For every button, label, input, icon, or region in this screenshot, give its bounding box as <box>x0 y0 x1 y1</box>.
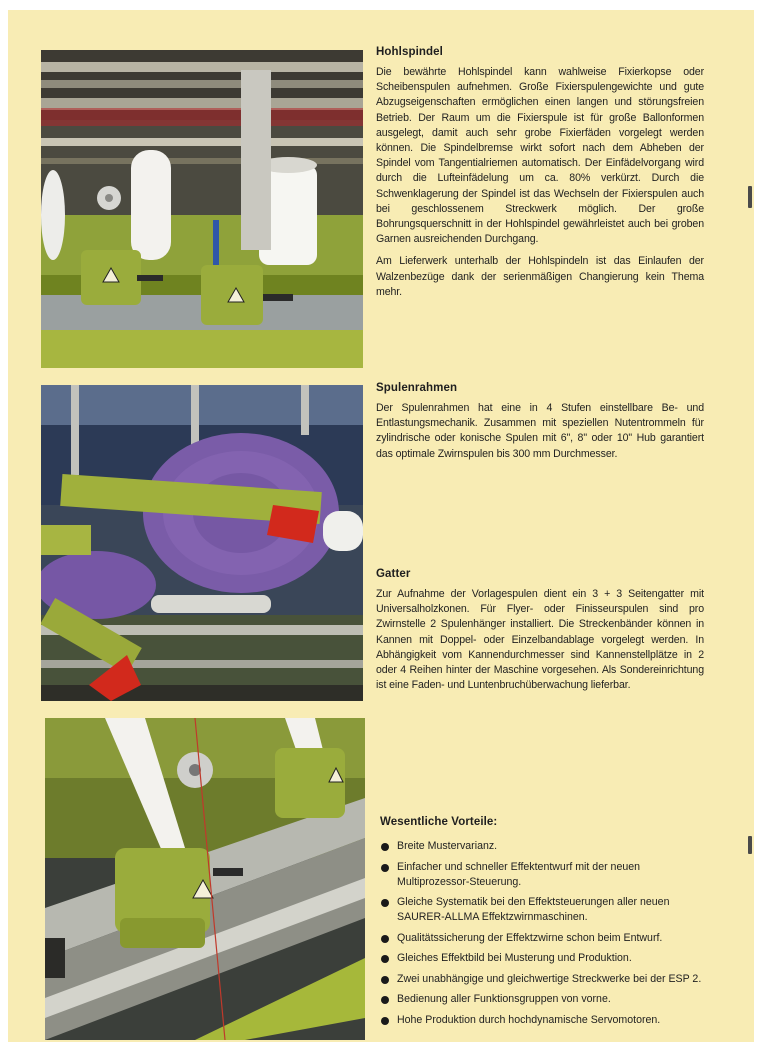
list-item: Zwei unabhängige und gleichwertige Streckwerke bei der ESP 2. <box>380 972 706 987</box>
page-edge-mark <box>748 186 752 208</box>
brochure-page <box>8 10 754 1042</box>
section-gatter <box>376 568 704 693</box>
list-item: Gleiche Systematik bei den Effektsteuerungen aller neuen SAURER-ALLMA Effektzwirnmaschinen. <box>380 895 706 925</box>
list-item: Qualitätssicherung der Effektzwirne schon beim Entwurf. <box>380 931 706 946</box>
section-title: Hohlspindel <box>376 46 443 58</box>
section-title: Gatter <box>376 568 411 580</box>
advantages-list <box>380 839 706 1028</box>
section-paragraph: Die bewährte Hohlspindel kann wahlweise Fixierkopse oder Scheibenspulen aufnehmen. Große Fixierspulengewichte und gute Abzugseigenschaften ermöglichen einen langen und störungsfreien Betrieb. Der Raum um die Fixierspule ist für große Ballonformen ausgelegt, damit auch sehr grobe Fixierfäden vorgelegt werden können. Die Spindelbremse wirkt sofort nach dem Abheben der Spindel vom Tangentialriemen automatisch. Der Einfädelvorgang wird durch die Lufteinfädelung um ca. 80% verkürzt. Durch die Schwenklagerung der Spindel ist das Wechseln der Fixierspulen auch bei geschlossenem Streckwerk möglich. Der große Bohrungsquerschnitt in der Hohlspindel gewährleistet auch bei groben Garnen ausreichenden Durchgang. <box>376 66 704 246</box>
list-item: Hohe Produktion durch hochdynamische Servomotoren. <box>380 1013 706 1028</box>
photo-hohlspindel <box>41 50 363 368</box>
list-item: Breite Mustervarianz. <box>380 839 706 854</box>
page-edge-mark <box>748 836 752 854</box>
list-item: Gleiches Effektbild bei Musterung und Produktion. <box>380 951 706 966</box>
list-item: Bedienung aller Funktionsgruppen von vorne. <box>380 992 706 1007</box>
section-paragraph: Am Lieferwerk unterhalb der Hohlspindeln ist das Einlaufen der Walzenbezüge dank der serienmäßigen Changierung kein Thema mehr. <box>376 255 704 298</box>
section-paragraph: Zur Aufnahme der Vorlagespulen dient ein 3 + 3 Seitengatter mit Universalholzkonen. Für Flyer- oder Finisseurspulen sind pro Zwirnstelle 2 Spulenhänger installiert. Die Streckenbänder können in Kannen mit Doppel- oder Einzelbandablage vorgelegt werden. In Abhängigkeit vom Kannendurchmesser sind Kannenstellplätze in 2 oder 4 Reihen hinter der Maschine vorgesehen. Als Sondereinrichtung ist eine Faden- und Luntenbruchüberwachung lieferbar. <box>376 588 704 692</box>
section-title: Spulenrahmen <box>376 382 458 394</box>
section-hohlspindel <box>376 46 704 300</box>
photo-spulenrahmen <box>41 385 363 701</box>
photo-spindel-detail <box>45 718 365 1040</box>
section-spulenrahmen <box>376 382 704 462</box>
section-paragraph: Der Spulenrahmen hat eine in 4 Stufen einstellbare Be- und Entlastungsmechanik. Zusammen mit speziellen Nutentrommeln für zylindrische oder konische Spulen mit 6", 8" oder 10" Hub garantiert das optimale Zwirnspulen bis 300 mm Durchmesser. <box>376 402 704 460</box>
section-vorteile <box>380 816 706 1033</box>
list-item: Einfacher und schneller Effektentwurf mit der neuen Multiprozessor-Steuerung. <box>380 860 706 890</box>
section-title: Wesentliche Vorteile: <box>380 816 498 828</box>
